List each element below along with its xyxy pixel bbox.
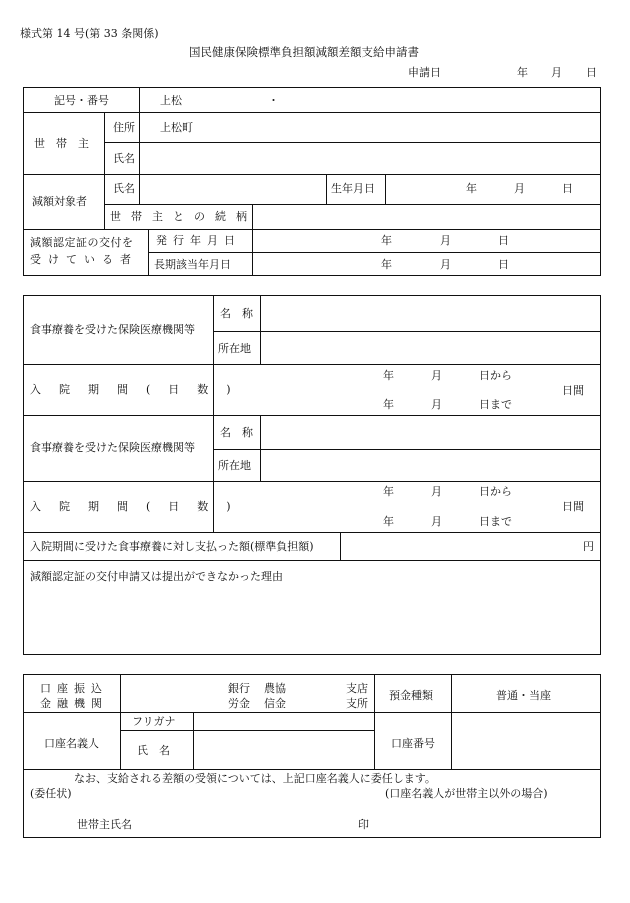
hospital-1-from-year: 年 <box>383 369 394 382</box>
long-term-year-label: 年 <box>381 258 392 271</box>
issue-day-label: 日 <box>498 234 509 247</box>
hospital-2-from-day: 日から <box>479 485 512 498</box>
delegation-title: (委任状) <box>30 787 72 800</box>
issue-month-label: 月 <box>440 234 451 247</box>
ninteisho-label-line2: 受けている者 <box>30 253 138 266</box>
kigo-bango-value[interactable]: 上松 <box>160 94 182 107</box>
hospital-section <box>23 295 601 655</box>
apply-date-label: 申請日 <box>408 66 441 79</box>
householder-name-label: 氏名 <box>113 152 135 165</box>
target-name-label: 氏名 <box>113 182 135 195</box>
gengaku-taishosha-label: 減額対象者 <box>32 195 87 208</box>
furikomi-label-line1: 口座振込 <box>40 682 108 695</box>
birth-day-label: 日 <box>562 182 573 195</box>
form-number: 様式第 14 号(第 33 条関係) <box>20 27 159 40</box>
hospital-2-from-month: 月 <box>431 485 442 498</box>
sub-branch-label: 支所 <box>346 697 368 710</box>
issue-date-label: 発行年月日 <box>156 234 241 247</box>
apply-year-label: 年 <box>517 66 528 79</box>
hospital-1-address-label: 所在地 <box>218 342 251 355</box>
ninteisho-label-line1: 減額認定証の交付を <box>30 236 134 249</box>
delegation-text: なお、支給される差額の受領については、上記口座名義人に委任します。 <box>74 772 436 785</box>
branch-label: 支店 <box>346 682 368 695</box>
furigana-label: フリガナ <box>132 715 176 728</box>
delegation-note: (口座名義人が世帯主以外の場合) <box>385 787 548 800</box>
form-title: 国民健康保険標準負担額減額差額支給申請書 <box>189 45 419 59</box>
deposit-type-options[interactable]: 普通・当座 <box>496 689 551 702</box>
hospital-2-from-year: 年 <box>383 485 394 498</box>
householder-signature-label: 世帯主氏名 <box>77 818 132 831</box>
account-holder-name-label: 氏 名 <box>137 744 170 757</box>
hospital-1-to-month: 月 <box>431 398 442 411</box>
hospital-1-to-year: 年 <box>383 398 394 411</box>
hospital-1-days-label: 日間 <box>562 384 584 397</box>
relationship-label: 世帯主との続柄 <box>110 210 257 223</box>
address-value[interactable]: 上松町 <box>160 121 193 134</box>
deposit-type-label: 預金種類 <box>389 689 433 702</box>
account-holder-label: 口座名義人 <box>44 737 99 750</box>
kigo-bango-separator: ・ <box>268 94 279 107</box>
hospital-2-label: 食事療養を受けた保険医療機関等 <box>30 441 195 454</box>
kigo-bango-label: 記号・番号 <box>54 94 109 107</box>
furikomi-label-line2: 金融機関 <box>40 697 108 710</box>
birth-year-label: 年 <box>466 182 477 195</box>
rokin-label: 労金 <box>228 697 250 710</box>
hospital-2-to-year: 年 <box>383 515 394 528</box>
hospital-2-period-label: 入院期間(日数) <box>30 500 249 513</box>
hospital-2-address-label: 所在地 <box>218 459 251 472</box>
hospital-1-from-month: 月 <box>431 369 442 382</box>
hospital-2-days-label: 日間 <box>562 500 584 513</box>
long-term-day-label: 日 <box>498 258 509 271</box>
hospital-1-to-day: 日まで <box>479 398 512 411</box>
hospital-2-to-month: 月 <box>431 515 442 528</box>
long-term-date-label: 長期該当年月日 <box>154 258 231 271</box>
hospital-1-from-day: 日から <box>479 369 512 382</box>
shinkin-label: 信金 <box>264 697 286 710</box>
hospital-1-period-label: 入院期間(日数) <box>30 383 249 396</box>
hospital-1-name-label: 名 称 <box>220 307 253 320</box>
paid-amount-label: 入院期間に受けた食事療養に対し支払った額(標準負担額) <box>30 540 314 553</box>
apply-day-label: 日 <box>586 66 597 79</box>
yen-label: 円 <box>583 540 594 553</box>
hospital-2-name-label: 名 称 <box>220 426 253 439</box>
birth-month-label: 月 <box>514 182 525 195</box>
address-label: 住所 <box>113 121 135 134</box>
bank-label: 銀行 <box>228 682 250 695</box>
issue-year-label: 年 <box>381 234 392 247</box>
apply-month-label: 月 <box>551 66 562 79</box>
birthdate-label: 生年月日 <box>331 182 375 195</box>
long-term-month-label: 月 <box>440 258 451 271</box>
hospital-2-to-day: 日まで <box>479 515 512 528</box>
reason-label: 減額認定証の交付申請又は提出ができなかった理由 <box>30 570 283 583</box>
nokyo-label: 農協 <box>264 682 286 695</box>
hospital-1-label: 食事療養を受けた保険医療機関等 <box>30 323 195 336</box>
setainushi-label: 世 帯 主 <box>34 137 89 150</box>
seal-label: 印 <box>358 818 369 831</box>
account-number-label: 口座番号 <box>391 737 435 750</box>
